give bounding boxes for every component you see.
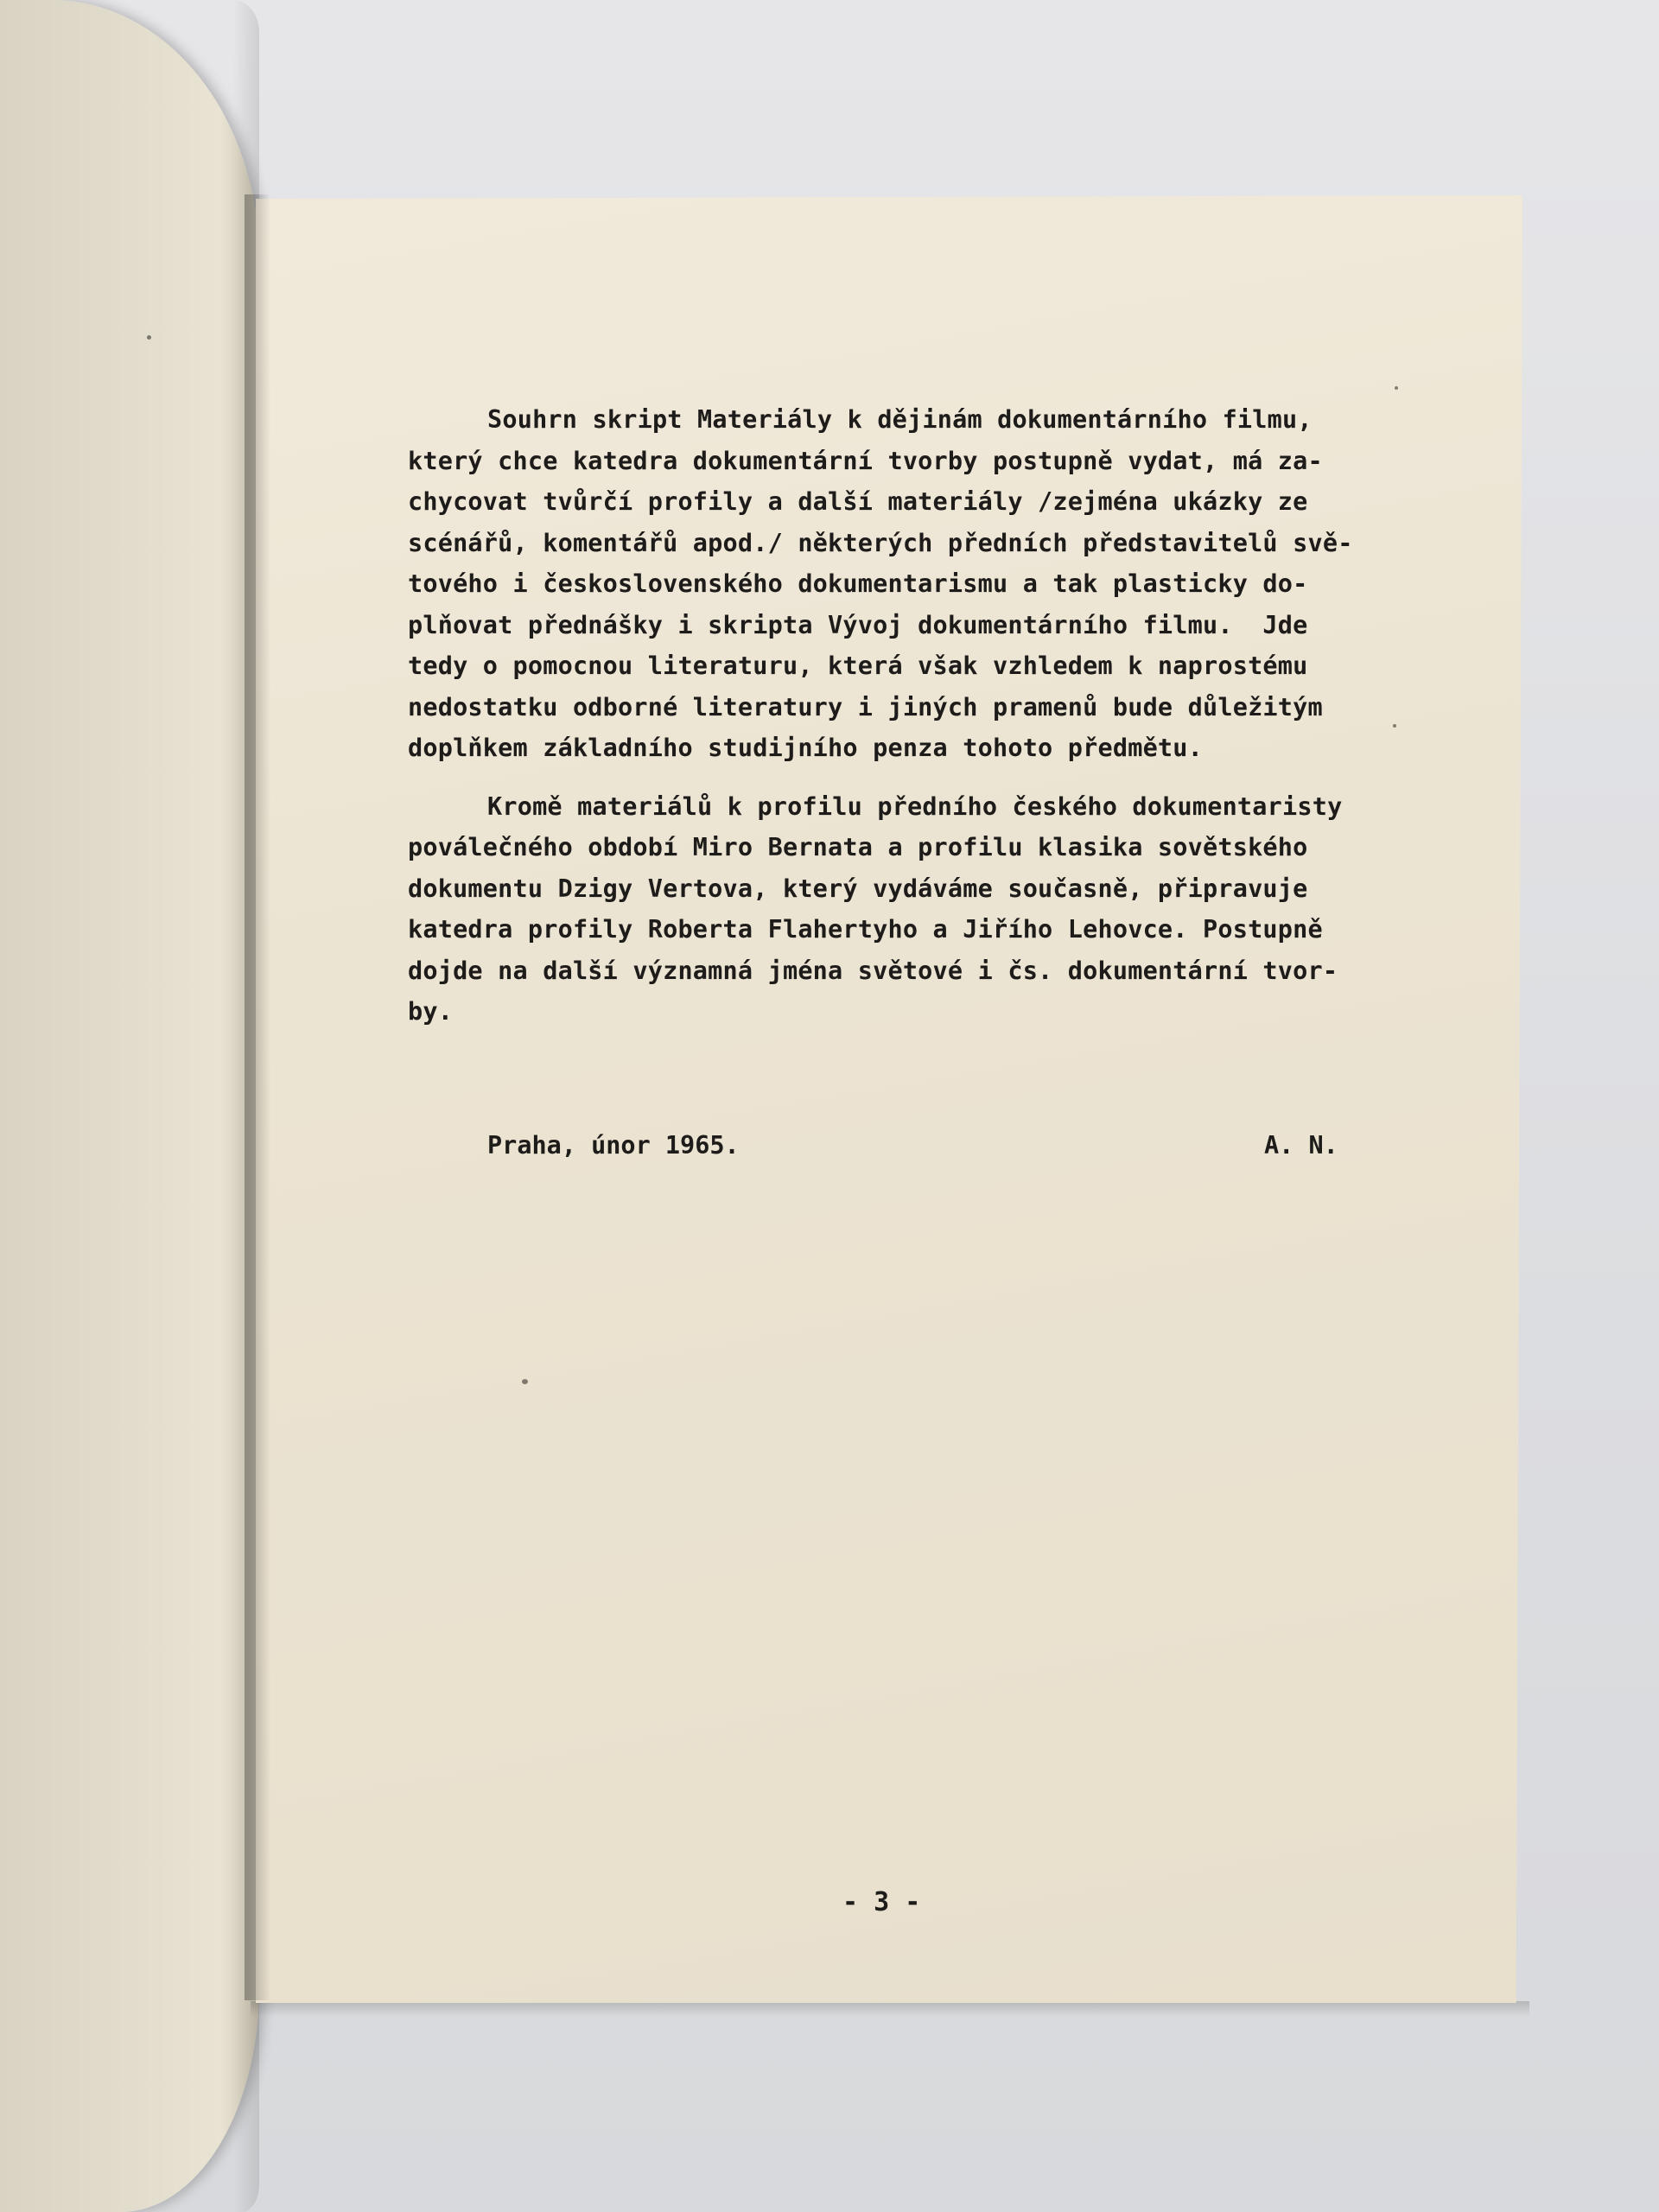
text-line: dokumentu Dzigy Vertova, který vydáváme současně, připravuje (408, 874, 1308, 903)
spine-shadow (245, 194, 270, 2000)
text-line: katedra profily Roberta Flahertyho a Jiřího Lehovce. Postupně (408, 915, 1323, 944)
text-line: Kromě materiálů k profilu předního českého dokumentaristy (487, 791, 1343, 821)
author-initials: A. N. (1264, 1131, 1338, 1160)
page-shadow (251, 2001, 1529, 2017)
text-line: tového i československého dokumentarismu a tak plasticky do- (408, 569, 1308, 598)
text-line: který chce katedra dokumentární tvorby postupně vydat, má za- (408, 446, 1323, 475)
paper-speck (147, 335, 151, 340)
text-line: plňovat přednášky i skripta Vývoj dokumentárního filmu. Jde (408, 610, 1308, 639)
body-text (408, 399, 1410, 1033)
text-line: dojde na další významná jména světové i čs. dokumentární tvor- (408, 956, 1338, 985)
text-line: tedy o pomocnou literaturu, která však vzhledem k naprostému (408, 652, 1308, 680)
text-line: poválečného období Miro Bernata a profilu klasika sovětského (408, 833, 1308, 861)
place-and-date: Praha, únor 1965. (487, 1131, 740, 1160)
left-page-curl (0, 0, 259, 2212)
text-line: doplňkem základního studijního penza tohoto předmětu. (408, 734, 1203, 762)
text-line: Souhrn skript Materiály k dějinám dokumentárního filmu, (487, 405, 1313, 434)
paper-speck (522, 1379, 528, 1384)
text-line: nedostatku odborné literatury i jiných pramenů bude důležitým (408, 692, 1323, 721)
text-line: by. (408, 997, 454, 1026)
page-number: - 3 - (842, 1887, 921, 1917)
text-line: chycovat tvůrčí profily a další materiály /zejména ukázky ze (408, 487, 1308, 516)
paper-speck (1395, 386, 1398, 390)
paragraph-gap (408, 769, 1410, 786)
paragraph-2 (408, 786, 1410, 1033)
text-line: scénářů, komentářů apod./ některých předních představitelů svě- (408, 528, 1353, 557)
paragraph-1 (408, 399, 1410, 769)
